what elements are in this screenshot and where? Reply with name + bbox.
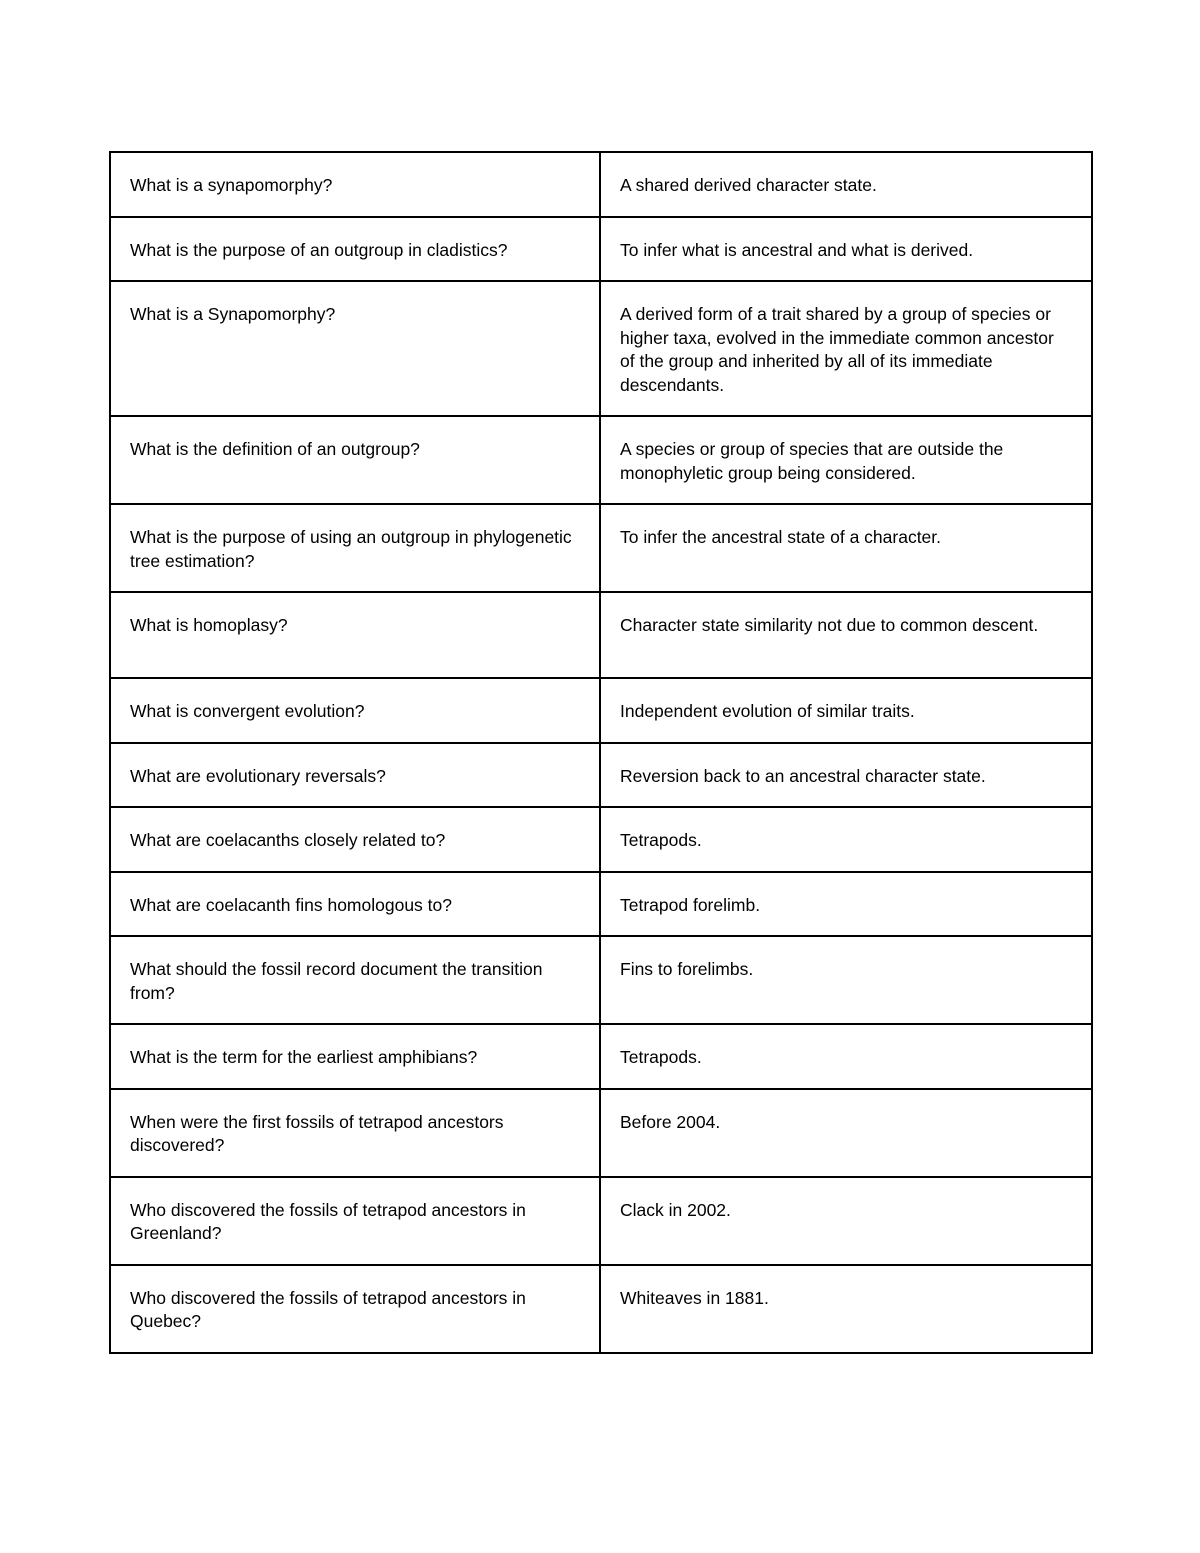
answer-cell: Tetrapods. — [600, 807, 1092, 872]
table-row — [110, 1265, 1092, 1353]
table-row — [110, 592, 1092, 678]
answer-cell: To infer what is ancestral and what is derived. — [600, 217, 1092, 282]
answer-cell: Tetrapods. — [600, 1024, 1092, 1089]
table-row — [110, 217, 1092, 282]
question-cell: Who discovered the fossils of tetrapod ancestors in Quebec? — [110, 1265, 600, 1353]
question-cell: What is a Synapomorphy? — [110, 281, 600, 416]
table-row — [110, 678, 1092, 743]
table-row — [110, 1177, 1092, 1265]
table-row — [110, 1024, 1092, 1089]
answer-cell: A shared derived character state. — [600, 152, 1092, 217]
table-row — [110, 152, 1092, 217]
question-cell: What is a synapomorphy? — [110, 152, 600, 217]
answer-cell: To infer the ancestral state of a character. — [600, 504, 1092, 592]
answer-cell: A derived form of a trait shared by a group of species or higher taxa, evolved in the immediate common ancestor of the group and inherited by all of its immediate descendants. — [600, 281, 1092, 416]
answer-cell: Fins to forelimbs. — [600, 936, 1092, 1024]
question-cell: What is the term for the earliest amphibians? — [110, 1024, 600, 1089]
answer-cell: Clack in 2002. — [600, 1177, 1092, 1265]
answer-cell: Independent evolution of similar traits. — [600, 678, 1092, 743]
table-row — [110, 281, 1092, 416]
question-cell: When were the first fossils of tetrapod ancestors discovered? — [110, 1089, 600, 1177]
table-row — [110, 807, 1092, 872]
question-cell: What are evolutionary reversals? — [110, 743, 600, 808]
answer-cell: Before 2004. — [600, 1089, 1092, 1177]
question-cell: What is the purpose of an outgroup in cladistics? — [110, 217, 600, 282]
question-cell: Who discovered the fossils of tetrapod ancestors in Greenland? — [110, 1177, 600, 1265]
answer-cell: Tetrapod forelimb. — [600, 872, 1092, 937]
question-cell: What are coelacanth fins homologous to? — [110, 872, 600, 937]
table-row — [110, 504, 1092, 592]
question-cell: What are coelacanths closely related to? — [110, 807, 600, 872]
table-row — [110, 743, 1092, 808]
table-row — [110, 936, 1092, 1024]
answer-cell: A species or group of species that are outside the monophyletic group being considered. — [600, 416, 1092, 504]
table-row — [110, 1089, 1092, 1177]
question-cell: What is convergent evolution? — [110, 678, 600, 743]
question-cell: What should the fossil record document the transition from? — [110, 936, 600, 1024]
answer-cell: Reversion back to an ancestral character state. — [600, 743, 1092, 808]
answer-cell: Whiteaves in 1881. — [600, 1265, 1092, 1353]
table-row — [110, 416, 1092, 504]
question-cell: What is the definition of an outgroup? — [110, 416, 600, 504]
table-row — [110, 872, 1092, 937]
answer-cell: Character state similarity not due to common descent. — [600, 592, 1092, 678]
question-cell: What is homoplasy? — [110, 592, 600, 678]
flashcard-table — [109, 151, 1093, 1354]
question-cell: What is the purpose of using an outgroup in phylogenetic tree estimation? — [110, 504, 600, 592]
